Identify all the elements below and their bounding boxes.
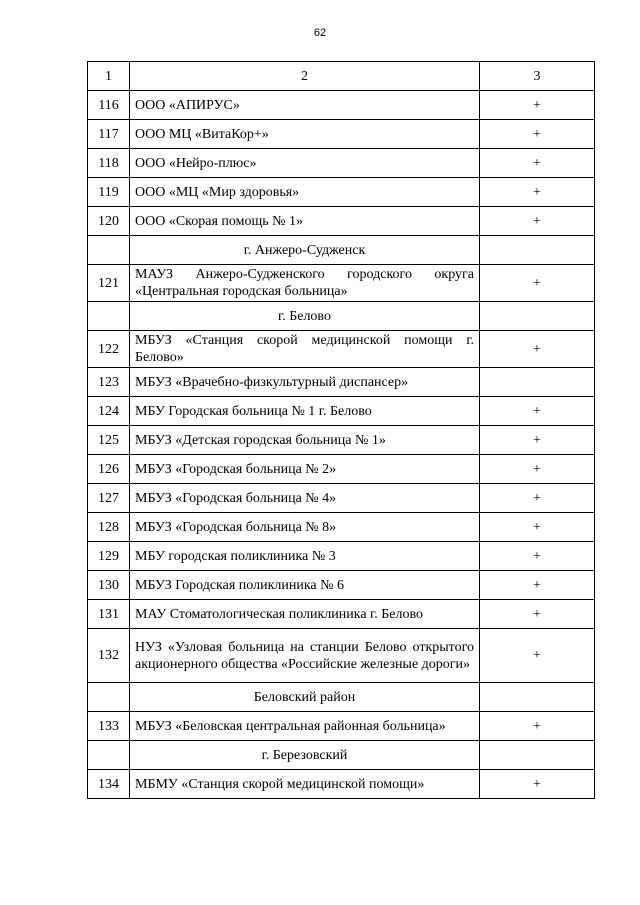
row-number: 125: [88, 426, 130, 455]
row-name: МБУЗ «Городская больница № 4»: [130, 484, 480, 513]
row-mark: +: [480, 542, 595, 571]
section-title: г. Березовский: [130, 741, 480, 770]
row-mark: +: [480, 513, 595, 542]
row-name: МБУЗ «Городская больница № 8»: [130, 513, 480, 542]
table-row: [88, 629, 595, 683]
row-name: МБУЗ «Беловская центральная районная больница»: [130, 712, 480, 741]
row-mark: +: [480, 600, 595, 629]
row-name: ООО МЦ «ВитаКор+»: [130, 120, 480, 149]
row-number: 124: [88, 397, 130, 426]
row-name: МБУ городская поликлиника № 3: [130, 542, 480, 571]
row-number: 134: [88, 770, 130, 799]
table-row: [88, 120, 595, 149]
table-row: [88, 770, 595, 799]
section-empty-cell: [88, 302, 130, 331]
row-mark: +: [480, 265, 595, 302]
table-row: [88, 542, 595, 571]
page-number: 62: [313, 27, 327, 39]
table-row: [88, 484, 595, 513]
header-col-1: 1: [88, 62, 130, 91]
table-row: [88, 265, 595, 302]
table-header-row: [88, 62, 595, 91]
row-number: 133: [88, 712, 130, 741]
section-row: [88, 683, 595, 712]
section-title: г. Белово: [130, 302, 480, 331]
section-row: [88, 302, 595, 331]
row-name: НУЗ «Узловая больница на станции Белово открытого акционерного общества «Российские железные дороги»: [130, 629, 480, 683]
row-number: 119: [88, 178, 130, 207]
section-empty-cell: [88, 741, 130, 770]
row-number: 123: [88, 368, 130, 397]
section-title: Беловский район: [130, 683, 480, 712]
row-name: ООО «АПИРУС»: [130, 91, 480, 120]
row-mark: +: [480, 331, 595, 368]
row-number: 120: [88, 207, 130, 236]
row-number: 122: [88, 331, 130, 368]
row-number: 132: [88, 629, 130, 683]
table-row: [88, 455, 595, 484]
row-mark: +: [480, 571, 595, 600]
row-name: МБУЗ «Детская городская больница № 1»: [130, 426, 480, 455]
row-name: МБУ Городская больница № 1 г. Белово: [130, 397, 480, 426]
row-number: 117: [88, 120, 130, 149]
row-mark: +: [480, 397, 595, 426]
row-number: 126: [88, 455, 130, 484]
row-name: ООО «МЦ «Мир здоровья»: [130, 178, 480, 207]
table-row: [88, 331, 595, 368]
table-row: [88, 368, 595, 397]
row-mark: +: [480, 149, 595, 178]
table-row: [88, 513, 595, 542]
row-mark: +: [480, 91, 595, 120]
row-mark: +: [480, 455, 595, 484]
section-empty-cell: [480, 236, 595, 265]
section-empty-cell: [480, 741, 595, 770]
header-col-2: 2: [130, 62, 480, 91]
table-row: [88, 712, 595, 741]
row-mark: +: [480, 629, 595, 683]
table-row: [88, 91, 595, 120]
facility-table: [87, 61, 595, 799]
row-number: 116: [88, 91, 130, 120]
row-mark: +: [480, 207, 595, 236]
section-row: [88, 236, 595, 265]
row-mark: +: [480, 178, 595, 207]
row-name: МБУЗ «Городская больница № 2»: [130, 455, 480, 484]
row-number: 121: [88, 265, 130, 302]
row-mark: +: [480, 712, 595, 741]
row-name: МБУЗ «Врачебно-физкультурный диспансер»: [130, 368, 480, 397]
table-row: [88, 207, 595, 236]
row-number: 130: [88, 571, 130, 600]
row-number: 118: [88, 149, 130, 178]
section-row: [88, 741, 595, 770]
row-mark: +: [480, 484, 595, 513]
row-name: МАУ Стоматологическая поликлиника г. Белово: [130, 600, 480, 629]
row-number: 128: [88, 513, 130, 542]
table-row: [88, 426, 595, 455]
row-name: ООО «Нейро-плюс»: [130, 149, 480, 178]
row-name: ООО «Скорая помощь № 1»: [130, 207, 480, 236]
row-number: 131: [88, 600, 130, 629]
table-row: [88, 571, 595, 600]
row-name: МБУЗ «Станция скорой медицинской помощи г. Белово»: [130, 331, 480, 368]
table-row: [88, 397, 595, 426]
section-title: г. Анжеро-Судженск: [130, 236, 480, 265]
row-name: МБУЗ Городская поликлиника № 6: [130, 571, 480, 600]
row-mark: [480, 368, 595, 397]
row-mark: +: [480, 120, 595, 149]
section-empty-cell: [88, 683, 130, 712]
row-name: МАУЗ Анжеро-Судженского городского округа «Центральная городская больница»: [130, 265, 480, 302]
row-name: МБМУ «Станция скорой медицинской помощи»: [130, 770, 480, 799]
row-mark: +: [480, 770, 595, 799]
table-row: [88, 149, 595, 178]
section-empty-cell: [88, 236, 130, 265]
section-empty-cell: [480, 683, 595, 712]
row-number: 127: [88, 484, 130, 513]
table-row: [88, 178, 595, 207]
row-number: 129: [88, 542, 130, 571]
section-empty-cell: [480, 302, 595, 331]
header-col-3: 3: [480, 62, 595, 91]
row-mark: +: [480, 426, 595, 455]
table-row: [88, 600, 595, 629]
